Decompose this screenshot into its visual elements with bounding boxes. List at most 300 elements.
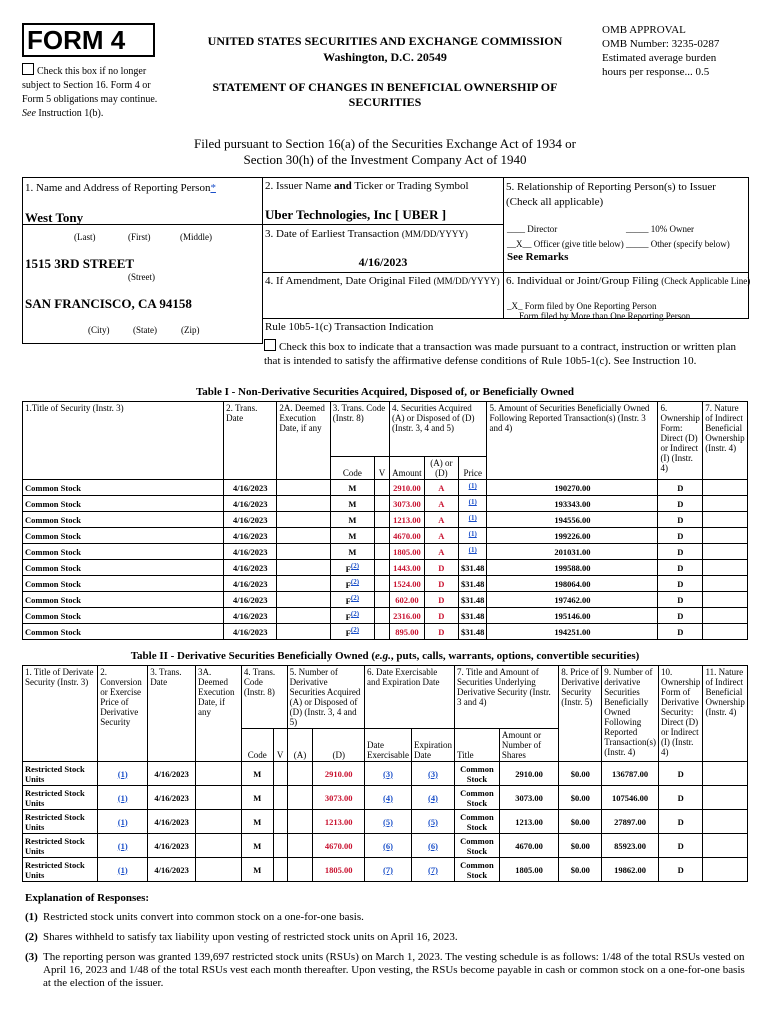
- t2-h9: 9. Number of derivative Securities Beneficially Owned Following Reported Transaction(s) (Instr. 4): [602, 666, 659, 762]
- table2-row: [23, 834, 748, 858]
- omb-burden: Estimated average burden: [602, 52, 717, 64]
- box3-format: (MM/DD/YYYY): [401, 229, 468, 239]
- price: [458, 480, 487, 496]
- t2-h4: 4. Trans. Code (Instr. 8): [241, 666, 287, 729]
- a-or-d: D: [424, 624, 458, 640]
- t1-h6: 6. Ownership Form: Direct (D) or Indirect (I) (Instr. 4): [658, 402, 703, 480]
- price: [458, 576, 487, 592]
- table2-row: [23, 810, 748, 834]
- table2-row: [23, 786, 748, 810]
- transaction-code: [330, 576, 374, 592]
- t2-h3: 3. Trans. Date: [148, 666, 196, 762]
- code-footnote[interactable]: (2): [350, 626, 360, 635]
- transaction-date: 4/16/2023: [148, 810, 196, 834]
- price: [458, 512, 487, 528]
- amount: 895.00: [390, 624, 425, 640]
- rule-title: Rule 10b5-1(c) Transaction Indication: [265, 321, 434, 333]
- derivative-title: Restricted Stock Units: [23, 858, 98, 882]
- transaction-date: 4/16/2023: [224, 608, 277, 624]
- amount: 1524.00: [390, 576, 425, 592]
- box6-label: [506, 275, 750, 287]
- price-footnote[interactable]: (1): [468, 546, 477, 555]
- a-or-d: A: [424, 512, 458, 528]
- exercisable-footnote[interactable]: (4): [383, 792, 393, 803]
- derivatives-owned: 27897.00: [602, 810, 659, 834]
- explanation-text: Shares withheld to satisfy tax liability upon vesting of restricted stock units on April 16, 2023.: [43, 931, 458, 943]
- rule-check[interactable]: [264, 339, 748, 368]
- conversion-price: [98, 810, 148, 834]
- price-footnote-sup: [469, 498, 477, 506]
- filed-pursuant: [100, 136, 670, 168]
- price-footnote[interactable]: (1): [468, 498, 477, 507]
- expiration-date: [412, 786, 455, 810]
- derivatives-owned: 136787.00: [602, 762, 659, 786]
- explanation-item: [25, 951, 747, 990]
- nature-indirect: [703, 858, 748, 882]
- exercisable-footnote[interactable]: (6): [383, 840, 393, 851]
- deemed-date: [277, 592, 330, 608]
- amount: 1805.00: [390, 544, 425, 560]
- v-flag: [374, 560, 389, 576]
- box3-label: [265, 228, 468, 240]
- code-value: M: [348, 514, 357, 525]
- disposed-d: 1213.00: [313, 810, 365, 834]
- box5-label: [506, 180, 746, 210]
- table1: [22, 401, 748, 640]
- price: [458, 592, 487, 608]
- code-footnote-sup: [351, 626, 359, 634]
- statement-title: STATEMENT OF CHANGES IN BENEFICIAL OWNERSHIP OF SECURITIES: [212, 80, 558, 109]
- deemed-date: [277, 576, 330, 592]
- deemed-date: [277, 496, 330, 512]
- code-value: M: [348, 498, 357, 509]
- one-reporting-person[interactable]: _X_ Form filed by One Reporting Person: [507, 301, 657, 311]
- disposed-d: 3073.00: [313, 786, 365, 810]
- conversion-footnote[interactable]: (1): [117, 864, 128, 875]
- t1-h2: 2. Trans. Date: [224, 402, 277, 480]
- v-flag: [374, 528, 389, 544]
- deemed-date: [196, 834, 242, 858]
- nature-indirect: [703, 624, 748, 640]
- a-or-d: A: [424, 544, 458, 560]
- box6-sub: (Check Applicable Line): [661, 276, 751, 286]
- exercisable-footnote[interactable]: (5): [383, 816, 393, 827]
- deemed-date: [277, 544, 330, 560]
- expiration-footnote[interactable]: (5): [428, 816, 438, 827]
- city-state-zip: SAN FRANCISCO, CA 94158: [25, 296, 192, 311]
- omb-box: [602, 23, 752, 79]
- transaction-code: [330, 608, 374, 624]
- deemed-date: [277, 512, 330, 528]
- table1-row: [23, 560, 748, 576]
- exercisable-footnote[interactable]: (7): [383, 864, 393, 875]
- price: [458, 560, 487, 576]
- price-footnote-sup: [469, 514, 477, 522]
- table1-row: [23, 624, 748, 640]
- underlying-amount: 4670.00: [499, 834, 558, 858]
- nature-indirect: [703, 786, 748, 810]
- transaction-date: 4/16/2023: [224, 592, 277, 608]
- expiration-date: [412, 810, 455, 834]
- nature-indirect: [703, 608, 748, 624]
- transaction-date: 4/16/2023: [224, 528, 277, 544]
- check-text: Check this box if no longer subject to Section 16. Form 4 or Form 5 obligations may continue.: [22, 66, 158, 105]
- code-footnote-sup: [351, 578, 359, 586]
- t2-amount: Amount or Number of Shares: [499, 729, 558, 762]
- a-or-d: D: [424, 608, 458, 624]
- ten-percent-owner-option[interactable]: _____ 10% Owner: [626, 224, 694, 234]
- director-option[interactable]: ____ Director: [507, 224, 558, 234]
- price-footnote[interactable]: (1): [468, 514, 477, 523]
- t1-amount: Amount: [390, 457, 425, 480]
- transaction-code: M: [241, 786, 273, 810]
- amount-owned: 201031.00: [487, 544, 658, 560]
- price-footnote[interactable]: (1): [468, 530, 477, 539]
- transaction-date: 4/16/2023: [224, 560, 277, 576]
- ownership-form: D: [658, 810, 703, 834]
- table1-row: [23, 480, 748, 496]
- underlying-amount: 1805.00: [499, 858, 558, 882]
- a-or-d: A: [424, 528, 458, 544]
- conversion-price: [98, 786, 148, 810]
- expiration-footnote[interactable]: (7): [428, 864, 438, 875]
- underlying-amount: 3073.00: [499, 786, 558, 810]
- nature-indirect: [703, 512, 748, 528]
- t2-v: V: [273, 729, 287, 762]
- derivative-title: Restricted Stock Units: [23, 762, 98, 786]
- security-title: Common Stock: [23, 608, 224, 624]
- ownership-form: D: [658, 762, 703, 786]
- other-option[interactable]: _____ Other (specify below): [626, 239, 730, 249]
- security-title: Common Stock: [23, 512, 224, 528]
- table1-title: Table I - Non-Derivative Securities Acquired, Disposed of, or Beneficially Owned: [195, 386, 575, 398]
- t1-code: Code: [330, 457, 374, 480]
- security-title: Common Stock: [23, 480, 224, 496]
- date-exercisable: [365, 810, 412, 834]
- box1-label-text: 1. Name and Address of Reporting Person: [25, 182, 211, 194]
- acquired-a: [287, 858, 313, 882]
- city-label: (City): [88, 325, 110, 335]
- explanation-num: (3): [25, 951, 38, 963]
- code-footnote-sup: [351, 594, 359, 602]
- transaction-code: [330, 592, 374, 608]
- nature-indirect: [703, 480, 748, 496]
- price: [458, 608, 487, 624]
- transaction-code: M: [241, 810, 273, 834]
- code-footnote[interactable]: (2): [350, 594, 360, 603]
- ownership-form: D: [658, 786, 703, 810]
- issuer-name: Uber Technologies, Inc [ UBER ]: [265, 207, 447, 222]
- price: [458, 496, 487, 512]
- amount: 1213.00: [390, 512, 425, 528]
- form-name: FORM 4: [22, 23, 155, 57]
- t1-price: Price: [458, 457, 487, 480]
- t2-h11: 11. Nature of Indirect Beneficial Ownership (Instr. 4): [703, 666, 748, 762]
- amount-owned: 199226.00: [487, 528, 658, 544]
- price: [458, 544, 487, 560]
- box2-label-and: and: [334, 180, 352, 192]
- transaction-code: [330, 480, 374, 496]
- explanation-item: [25, 911, 747, 924]
- v-flag: [374, 480, 389, 496]
- ownership-form: D: [658, 576, 703, 592]
- deemed-date: [277, 560, 330, 576]
- box6-label-text: 6. Individual or Joint/Group Filing: [506, 275, 659, 287]
- ownership-form: D: [658, 834, 703, 858]
- table1-row: [23, 512, 748, 528]
- transaction-date: 4/16/2023: [148, 762, 196, 786]
- t2-h8: 8. Price of Derivative Security (Instr. 5): [559, 666, 602, 762]
- date-exercisable: [365, 786, 412, 810]
- rule-text: Check this box to indicate that a transaction was made pursuant to a contract, instruction or written plan that is intended to satisfy the affirmative defense conditions of Rule 10b5-1(c). See Instruction 10.: [264, 341, 736, 367]
- deemed-date: [277, 624, 330, 640]
- expiration-footnote[interactable]: (4): [428, 792, 438, 803]
- deemed-date: [277, 608, 330, 624]
- derivative-title: Restricted Stock Units: [23, 834, 98, 858]
- underlying-title: Common Stock: [455, 834, 500, 858]
- nature-indirect: [703, 810, 748, 834]
- t1-h5: 5. Amount of Securities Beneficially Owned Following Reported Transaction(s) (Instr. 3 and 4): [487, 402, 658, 480]
- expiration-date: [412, 858, 455, 882]
- v-flag: [374, 576, 389, 592]
- conversion-footnote[interactable]: (1): [117, 840, 128, 851]
- expiration-footnote[interactable]: (3): [428, 768, 438, 779]
- rule-checkbox[interactable]: [264, 339, 276, 351]
- transaction-code: [330, 512, 374, 528]
- derivatives-owned: 85923.00: [602, 834, 659, 858]
- table2-title-pre: Table II - Derivative Securities Beneficially Owned (: [130, 650, 376, 662]
- amount-owned: 193343.00: [487, 496, 658, 512]
- derivative-title: Restricted Stock Units: [23, 810, 98, 834]
- conversion-footnote[interactable]: (1): [117, 816, 128, 827]
- explanation-text: The reporting person was granted 139,697 restricted stock units (RSUs) on March 1, 2023. The vesting schedule is as follows: 1/48 of the total RSUs vested on April 16, 2023 and 1/48 of the total RSUs vest each month thereafter. Upon vesting, the RSUs become payable in cash or common stock on a one-for-one basis at the election of the issuer.: [43, 951, 745, 989]
- security-title: Common Stock: [23, 624, 224, 640]
- box1-star[interactable]: *: [210, 182, 216, 194]
- amount: 3073.00: [390, 496, 425, 512]
- acquired-a: [287, 786, 313, 810]
- v-flag: [273, 834, 287, 858]
- table1-row: [23, 608, 748, 624]
- transaction-date: 4/16/2023: [148, 858, 196, 882]
- underlying-amount: 2910.00: [499, 762, 558, 786]
- v-flag: [273, 858, 287, 882]
- security-title: Common Stock: [23, 576, 224, 592]
- t1-h1: 1.Title of Security (Instr. 3): [23, 402, 224, 480]
- security-title: Common Stock: [23, 528, 224, 544]
- explanation-item: [25, 931, 747, 944]
- expiration-date: [412, 834, 455, 858]
- ownership-form: D: [658, 496, 703, 512]
- t2-h3a: 3A. Deemed Execution Date, if any: [196, 666, 242, 762]
- price-footnote-sup: [469, 546, 477, 554]
- nature-indirect: [703, 528, 748, 544]
- t1-aord: (A) or (D): [424, 457, 458, 480]
- t2-h1: 1. Title of Derivate Security (Instr. 3): [23, 666, 98, 762]
- price-value: $31.48: [461, 594, 485, 605]
- see-remarks: See Remarks: [507, 251, 569, 263]
- transaction-code: [330, 496, 374, 512]
- v-flag: [273, 786, 287, 810]
- underlying-amount: 1213.00: [499, 810, 558, 834]
- code-footnote-sup: [351, 562, 359, 570]
- box2-label-post: Ticker or Trading Symbol: [354, 180, 469, 192]
- omb-number: OMB Number: 3235-0287: [602, 38, 720, 50]
- exercisable-footnote[interactable]: (3): [383, 768, 393, 779]
- filed-line-1: Filed pursuant to Section 16(a) of the Securities Exchange Act of 1934 or: [194, 136, 576, 151]
- code-footnote[interactable]: (2): [350, 610, 360, 619]
- security-title: Common Stock: [23, 592, 224, 608]
- code-footnote[interactable]: (2): [350, 578, 360, 587]
- table1-row: [23, 496, 748, 512]
- first-label: (First): [128, 232, 151, 242]
- ownership-form: D: [658, 858, 703, 882]
- omb-approval: OMB APPROVAL: [602, 24, 686, 36]
- derivative-price: $0.00: [559, 786, 602, 810]
- omb-hours: hours per response... 0.5: [602, 66, 710, 78]
- nature-indirect: [703, 496, 748, 512]
- check-see: See: [22, 108, 36, 119]
- t2-d: (D): [313, 729, 365, 762]
- ownership-form: D: [658, 592, 703, 608]
- table2-row: [23, 858, 748, 882]
- t1-v: V: [374, 457, 389, 480]
- explanation-list: [25, 911, 747, 997]
- expiration-footnote[interactable]: (6): [428, 840, 438, 851]
- officer-option[interactable]: __X__ Officer (give title below): [507, 239, 624, 249]
- table1-row: [23, 528, 748, 544]
- earliest-transaction-date: 4/16/2023: [358, 255, 408, 269]
- reporting-person-name: West Tony: [25, 210, 84, 225]
- amount-owned: 194556.00: [487, 512, 658, 528]
- box4-format: (MM/DD/YYYY): [433, 276, 500, 286]
- t2-code: Code: [241, 729, 273, 762]
- ownership-form: D: [658, 624, 703, 640]
- amount: 2910.00: [390, 480, 425, 496]
- transaction-date: 4/16/2023: [224, 496, 277, 512]
- code-value: F: [345, 595, 351, 606]
- acquired-a: [287, 834, 313, 858]
- a-or-d: D: [424, 576, 458, 592]
- disposed-d: 2910.00: [313, 762, 365, 786]
- derivatives-owned: 19862.00: [602, 858, 659, 882]
- agency: UNITED STATES SECURITIES AND EXCHANGE COMMISSION: [207, 34, 563, 48]
- amount-owned: 197462.00: [487, 592, 658, 608]
- transaction-code: M: [241, 762, 273, 786]
- middle-label: (Middle): [180, 232, 212, 242]
- derivative-price: $0.00: [559, 834, 602, 858]
- table2-row: [23, 762, 748, 786]
- deemed-date: [196, 786, 242, 810]
- transaction-code: M: [241, 834, 273, 858]
- filed-line-2: Section 30(h) of the Investment Company Act of 1940: [243, 152, 527, 167]
- box4-label: [265, 275, 500, 287]
- amount: 2316.00: [390, 608, 425, 624]
- amount-owned: 199588.00: [487, 560, 658, 576]
- price-footnote[interactable]: (1): [468, 482, 477, 491]
- transaction-date: 4/16/2023: [224, 512, 277, 528]
- derivative-price: $0.00: [559, 858, 602, 882]
- conversion-footnote[interactable]: (1): [117, 792, 128, 803]
- v-flag: [374, 496, 389, 512]
- v-flag: [374, 608, 389, 624]
- security-title: Common Stock: [23, 496, 224, 512]
- price: [458, 624, 487, 640]
- transaction-code: M: [241, 858, 273, 882]
- price-value: $31.48: [461, 610, 485, 621]
- amount-owned: 194251.00: [487, 624, 658, 640]
- table1-row: [23, 576, 748, 592]
- transaction-date: 4/16/2023: [148, 834, 196, 858]
- price-footnote-sup: [469, 530, 477, 538]
- more-reporting-persons[interactable]: Form filed by More than One Reporting Person: [519, 311, 691, 321]
- box5-sub: (Check all applicable): [506, 196, 604, 208]
- no-longer-subject-checkbox[interactable]: [22, 63, 34, 75]
- zip-label: (Zip): [181, 325, 200, 335]
- amount: 602.00: [390, 592, 425, 608]
- t1-h2a: 2A. Deemed Execution Date, if any: [277, 402, 330, 480]
- security-title: Common Stock: [23, 560, 224, 576]
- amount: 1443.00: [390, 560, 425, 576]
- amount: 4670.00: [390, 528, 425, 544]
- acquired-a: [287, 810, 313, 834]
- price: [458, 528, 487, 544]
- conversion-price: [98, 762, 148, 786]
- table2-title: [22, 650, 748, 662]
- a-or-d: D: [424, 592, 458, 608]
- underlying-title: Common Stock: [455, 810, 500, 834]
- box5-label-text: 5. Relationship of Reporting Person(s) to Issuer: [506, 181, 716, 193]
- v-flag: [374, 544, 389, 560]
- explanation-title: Explanation of Responses:: [25, 892, 150, 904]
- v-flag: [374, 624, 389, 640]
- underlying-title: Common Stock: [455, 762, 500, 786]
- price-value: $31.48: [461, 562, 485, 573]
- conversion-footnote[interactable]: (1): [117, 768, 128, 779]
- t1-h3: 3. Trans. Code (Instr. 8): [330, 402, 389, 457]
- no-longer-subject-check[interactable]: [22, 63, 172, 121]
- ownership-form: D: [658, 528, 703, 544]
- street-value: 1515 3RD STREET: [25, 256, 135, 271]
- t1-h7: 7. Nature of Indirect Beneficial Ownership (Instr. 4): [703, 402, 748, 480]
- nature-indirect: [703, 762, 748, 786]
- code-value: F: [345, 579, 351, 590]
- nature-indirect: [703, 560, 748, 576]
- location: Washington, D.C. 20549: [323, 50, 447, 64]
- box4-label-text: 4. If Amendment, Date Original Filed: [265, 275, 431, 287]
- amount-owned: 190270.00: [487, 480, 658, 496]
- derivative-title: Restricted Stock Units: [23, 786, 98, 810]
- box1-label: [25, 182, 216, 194]
- t2-title: Title: [455, 729, 500, 762]
- deemed-date: [277, 480, 330, 496]
- conversion-price: [98, 834, 148, 858]
- box2-label: [265, 180, 469, 192]
- table2: [22, 665, 748, 882]
- nature-indirect: [703, 544, 748, 560]
- deemed-date: [196, 858, 242, 882]
- t2-h6: 6. Date Exercisable and Expiration Date: [365, 666, 455, 729]
- v-flag: [273, 762, 287, 786]
- v-flag: [374, 592, 389, 608]
- transaction-code: [330, 624, 374, 640]
- nature-indirect: [703, 576, 748, 592]
- code-value: F: [345, 563, 351, 574]
- a-or-d: A: [424, 480, 458, 496]
- conversion-price: [98, 858, 148, 882]
- code-value: M: [348, 482, 357, 493]
- code-value: M: [348, 546, 357, 557]
- code-footnote[interactable]: (2): [350, 562, 360, 571]
